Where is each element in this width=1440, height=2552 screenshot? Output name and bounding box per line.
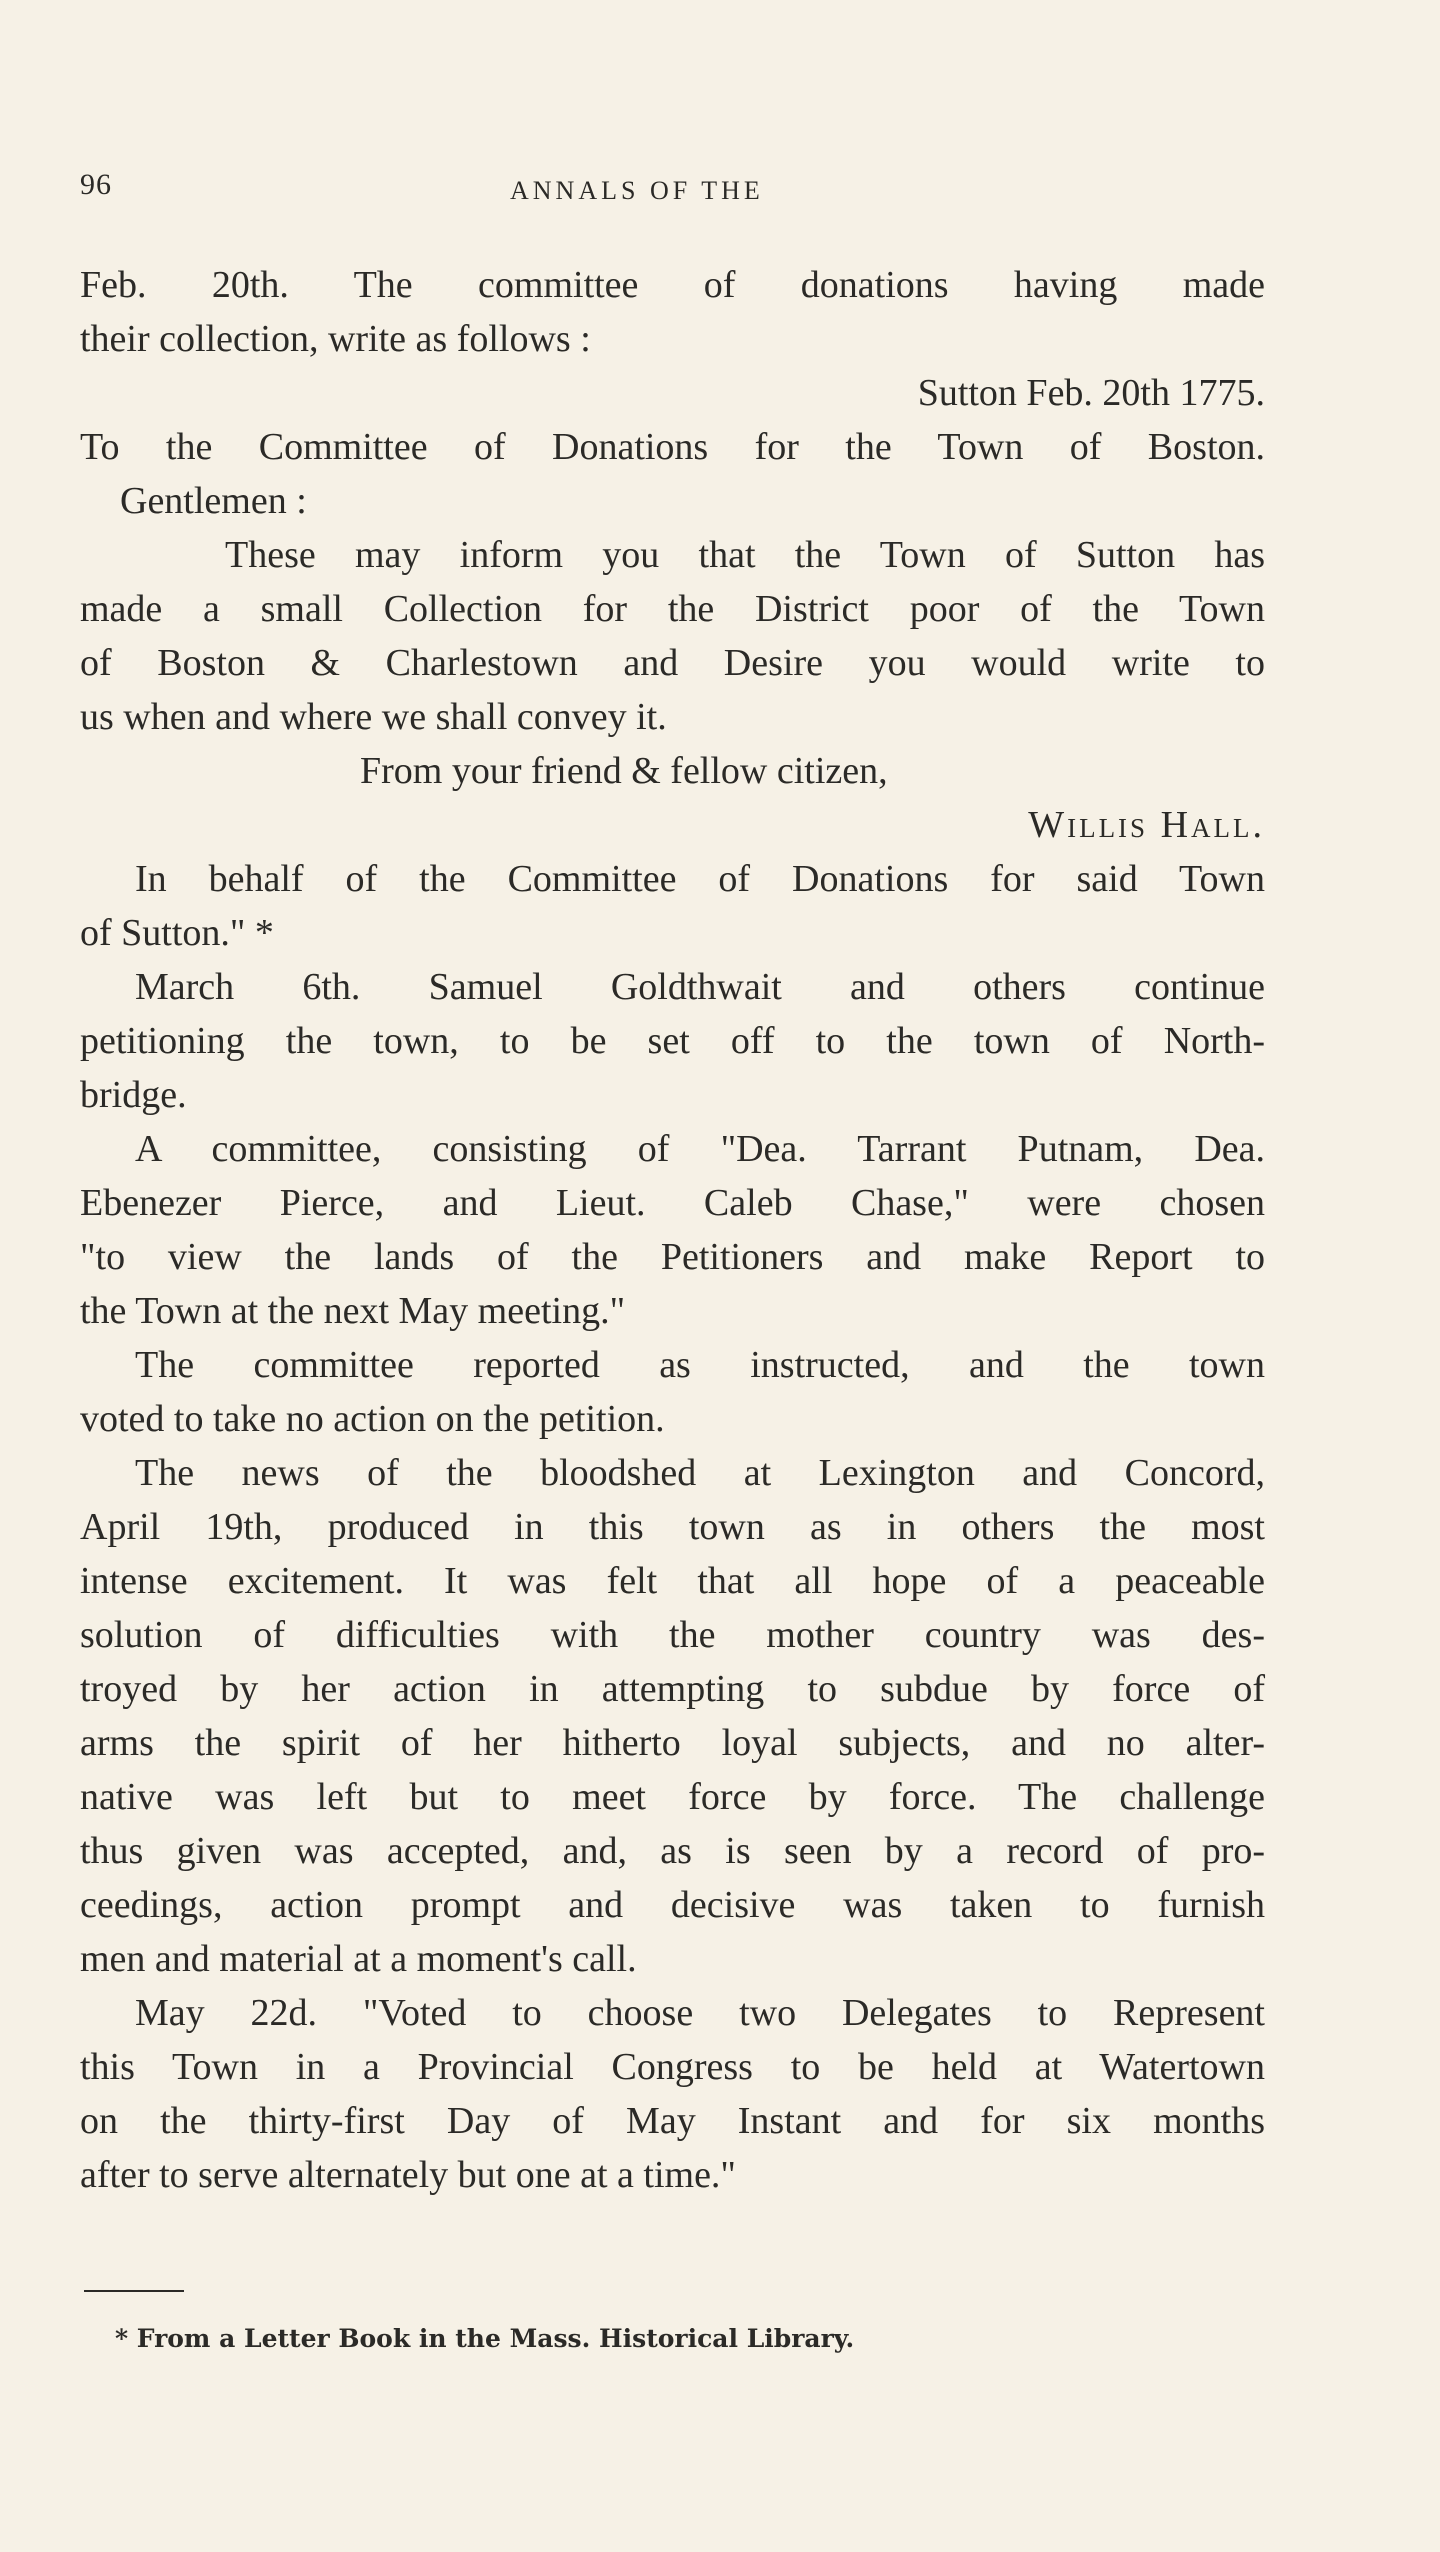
text-line: The committee reported as instructed, and the town [135,1344,1265,1386]
text-line: men and material at a moment's call. [80,1938,637,1980]
text-line: intense excitement. It was felt that all hope of a peaceable [80,1560,1265,1602]
text-line: this Town in a Provincial Congress to be held at Watertown [80,2046,1265,2088]
text-line: The news of the bloodshed at Lexington and Concord, [135,1452,1265,1494]
text-line: Feb. 20th. The committee of donations having made [80,264,1265,306]
text-line: March 6th. Samuel Goldthwait and others continue [135,966,1265,1008]
text-line: thus given was accepted, and, as is seen by a record of pro- [80,1830,1265,1872]
text-line: petitioning the town, to be set off to the town of North- [80,1020,1265,1062]
text-line: their collection, write as follows : [80,318,591,360]
text-line: the Town at the next May meeting." [80,1290,626,1332]
text-line: bridge. [80,1074,187,1116]
letter-salutation: Gentlemen : [120,480,307,522]
text-line: Ebenezer Pierce, and Lieut. Caleb Chase," were chosen [80,1182,1265,1224]
footnote: * From a Letter Book in the Mass. Historical Library. [115,2324,855,2353]
text-line: May 22d. "Voted to choose two Delegates to Represent [135,1992,1265,2034]
text-line: of Sutton." * [80,912,274,954]
text-line: us when and where we shall convey it. [80,696,667,738]
text-line: A committee, consisting of "Dea. Tarrant Putnam, Dea. [135,1128,1265,1170]
text-line: arms the spirit of her hitherto loyal subjects, and no alter- [80,1722,1265,1764]
text-line: April 19th, produced in this town as in others the most [80,1506,1265,1548]
text-line: ceedings, action prompt and decisive was taken to furnish [80,1884,1265,1926]
letter-closing: From your friend & fellow citizen, [360,750,888,792]
text-line: voted to take no action on the petition. [80,1398,665,1440]
text-line: solution of difficulties with the mother country was des- [80,1614,1265,1656]
text-line: "to view the lands of the Petitioners and make Report to [80,1236,1265,1278]
dateline: Sutton Feb. 20th 1775. [917,372,1265,414]
text-line: native was left but to meet force by force. The challenge [80,1776,1265,1818]
text-line: made a small Collection for the District poor of the Town [80,588,1265,630]
page-number: 96 [80,168,112,201]
letter-address: To the Committee of Donations for the Town of Boston. [80,426,1265,468]
text-line: troyed by her action in attempting to subdue by force of [80,1668,1265,1710]
running-head: ANNALS OF THE [510,176,764,205]
text-line: after to serve alternately but one at a time." [80,2154,736,2196]
text-line: of Boston & Charlestown and Desire you would write to [80,642,1265,684]
text-line: These may inform you that the Town of Sutton has [225,534,1265,576]
footnote-rule [84,2290,184,2292]
signature-name: Willis Hall. [1028,804,1265,846]
text-line: on the thirty-first Day of May Instant and for six months [80,2100,1265,2142]
text-line: In behalf of the Committee of Donations for said Town [135,858,1265,900]
